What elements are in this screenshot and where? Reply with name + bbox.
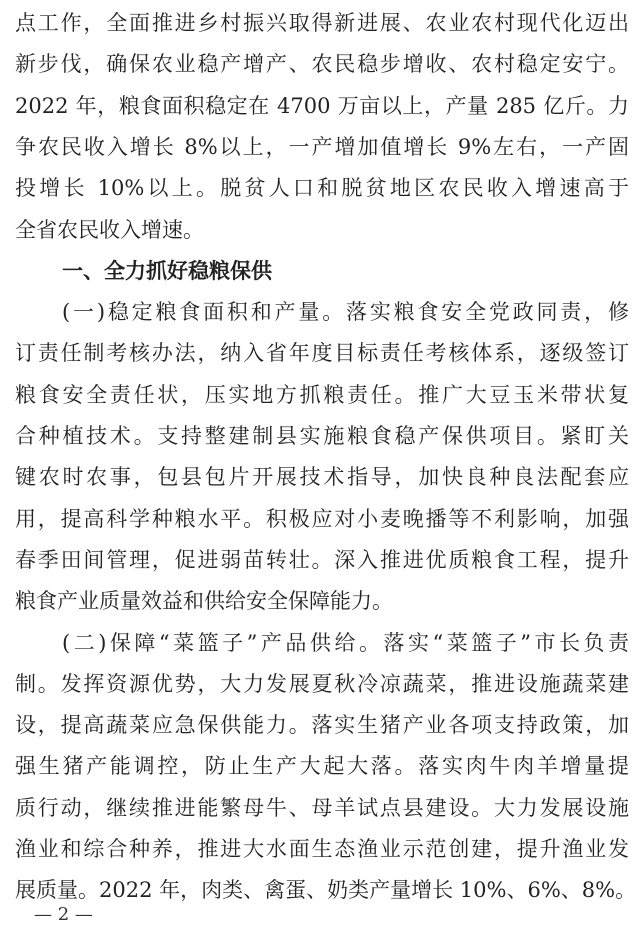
paragraph-line: 展质量。2022 年，肉类、禽蛋、奶类产量增长 10%、6%、8%。: [15, 878, 637, 903]
paragraph-line: 订责任制考核办法，纳入省年度目标责任考核体系，逐级签订: [15, 341, 629, 366]
paragraph-line: 争农民收入增长 8%以上，一产增加值增长 9%左右，一产固: [15, 134, 629, 159]
paragraph-line: 全省农民收入增速。: [15, 217, 204, 242]
paragraph-line: 键农时农事，包县包片开展技术指导，加快良种良法配套应: [15, 465, 629, 490]
paragraph-line: 合种植技术。支持整建制县实施粮食稳产保供项目。紧盯关: [15, 424, 629, 448]
paragraph-line: 点工作，全面推进乡村振兴取得新进展、农业农村现代化迈出: [15, 11, 629, 35]
paragraph-line: 强生猪产能调控，防止生产大起大落。落实肉牛肉羊增量提: [15, 754, 629, 779]
page-number: — 2 —: [34, 904, 93, 925]
paragraph-line: 粮食安全责任状，压实地方抓粮责任。推广大豆玉米带状复: [15, 382, 629, 407]
paragraph-line: 质行动，继续推进能繁母牛、母羊试点县建设。大力发展设施: [15, 795, 629, 820]
paragraph-line: 投增长 10%以上。脱贫人口和脱贫地区农民收入增速高于: [15, 176, 629, 201]
paragraph-line: 粮食产业质量效益和供给安全保障能力。: [15, 589, 393, 614]
paragraph-line: 2022 年，粮食面积稳定在 4700 万亩以上，产量 285 亿斤。力: [15, 93, 629, 118]
paragraph-line: (一)稳定粮食面积和产量。落实粮食安全党政同责，修: [62, 300, 629, 325]
paragraph-line: 新步伐，确保农业稳产增产、农民稳步增收、农村稳定安宁。: [15, 52, 629, 77]
paragraph-line: 渔业和综合种养，推进大水面生态渔业示范创建，提升渔业发: [15, 837, 629, 861]
paragraph-line: 设，提高蔬菜应急保供能力。落实生猪产业各项支持政策，加: [15, 713, 629, 738]
paragraph-line: 制。发挥资源优势，大力发展夏秋冷凉蔬菜，推进设施蔬菜建: [15, 671, 629, 696]
section-heading: 一、全力抓好稳粮保供: [62, 258, 272, 283]
paragraph-line: 用，提高科学种粮水平。积极应对小麦晚播等不利影响，加强: [15, 506, 629, 531]
paragraph-line: 春季田间管理，促进弱苗转壮。深入推进优质粮食工程，提升: [15, 547, 629, 572]
paragraph-line: (二)保障“菜篮子”产品供给。落实“菜篮子”市长负责: [62, 630, 629, 655]
